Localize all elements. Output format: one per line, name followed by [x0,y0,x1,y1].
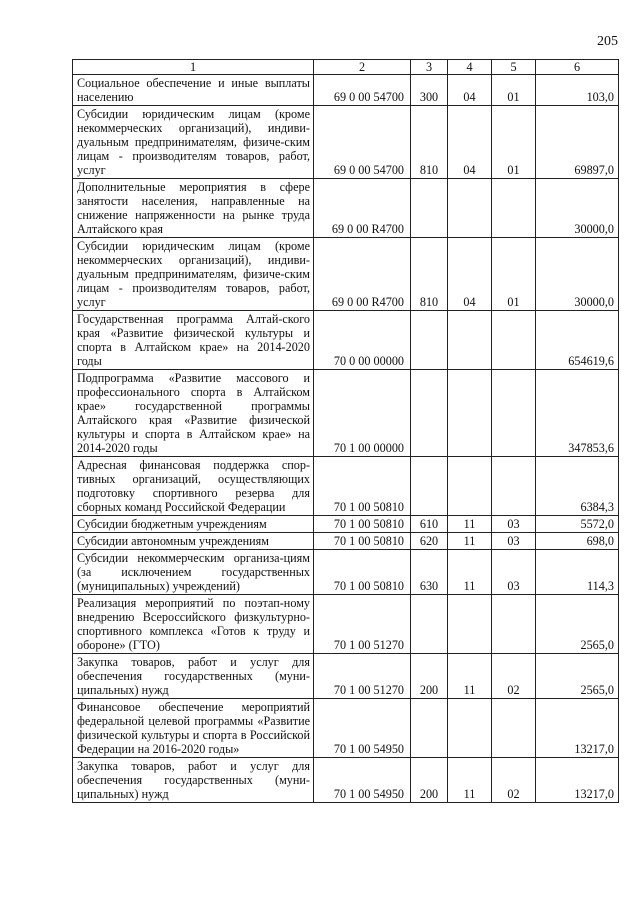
row-subsection-cell [492,457,536,516]
row-amount-cell: 347853,6 [536,370,619,457]
row-subsection-cell: 03 [492,533,536,550]
row-expense-type-cell [411,699,448,758]
row-name-cell: Реализация мероприятий по поэтап-ному внедрению Всероссийского физкультурно-спортивного комплекса «Готов к труду и обороне» (ГТО) [73,595,314,654]
table-row [73,370,619,457]
row-code-cell: 70 1 00 54950 [314,699,411,758]
row-section-cell: 11 [448,533,492,550]
row-subsection-cell [492,699,536,758]
table-row [73,699,619,758]
row-expense-type-cell: 810 [411,238,448,311]
row-expense-type-cell [411,595,448,654]
row-code-cell: 69 0 00 54700 [314,75,411,106]
row-subsection-cell: 01 [492,106,536,179]
row-code-cell: 70 1 00 50810 [314,550,411,595]
row-name-cell: Закупка товаров, работ и услуг для обеспечения государственных (муни-ципальных) нужд [73,654,314,699]
header-cell: 6 [536,60,619,75]
row-section-cell [448,370,492,457]
row-expense-type-cell: 630 [411,550,448,595]
row-expense-type-cell: 200 [411,654,448,699]
row-expense-type-cell [411,370,448,457]
row-section-cell: 04 [448,106,492,179]
row-subsection-cell: 03 [492,550,536,595]
row-amount-cell: 69897,0 [536,106,619,179]
header-row [73,60,619,75]
row-amount-cell: 103,0 [536,75,619,106]
table-row [73,179,619,238]
row-name-cell: Субсидии автономным учреждениям [73,533,314,550]
row-section-cell: 11 [448,550,492,595]
row-amount-cell: 30000,0 [536,238,619,311]
row-amount-cell: 13217,0 [536,758,619,803]
row-code-cell: 70 1 00 51270 [314,654,411,699]
header-cell: 1 [73,60,314,75]
row-code-cell: 70 1 00 54950 [314,758,411,803]
row-amount-cell: 6384,3 [536,457,619,516]
table-row [73,457,619,516]
table-row [73,595,619,654]
table-row [73,75,619,106]
table-row [73,238,619,311]
row-section-cell: 11 [448,654,492,699]
row-code-cell: 70 1 00 50810 [314,457,411,516]
row-expense-type-cell: 300 [411,75,448,106]
row-expense-type-cell: 200 [411,758,448,803]
row-name-cell: Субсидии юридическим лицам (кроме некоммерческих организаций), индиви-дуальным предпринимателям, физиче-ским лицам - производителям товаров, работ, услуг [73,238,314,311]
row-section-cell [448,595,492,654]
row-name-cell: Субсидии бюджетным учреждениям [73,516,314,533]
row-amount-cell: 13217,0 [536,699,619,758]
row-code-cell: 70 1 00 00000 [314,370,411,457]
row-subsection-cell: 01 [492,238,536,311]
page-number: 205 [597,34,618,49]
row-name-cell: Субсидии некоммерческим организа-циям (за исключением государственных (муниципальных) учреждений) [73,550,314,595]
row-subsection-cell [492,595,536,654]
row-section-cell [448,311,492,370]
table-row [73,106,619,179]
row-name-cell: Государственная программа Алтай-ского края «Развитие физической культуры и спорта в Алтайском крае» на 2014-2020 годы [73,311,314,370]
row-name-cell: Социальное обеспечение и иные выплаты населению [73,75,314,106]
row-expense-type-cell: 810 [411,106,448,179]
table-row [73,758,619,803]
row-name-cell: Финансовое обеспечение мероприятий федеральной целевой программы «Развитие физической культуры и спорта в Российской Федерации на 2016-2020 годы» [73,699,314,758]
budget-table [72,59,619,803]
row-name-cell: Дополнительные мероприятия в сфере занятости населения, направленные на снижение напряженности на рынке труда Алтайского края [73,179,314,238]
table-row [73,654,619,699]
row-section-cell [448,457,492,516]
row-expense-type-cell [411,457,448,516]
row-expense-type-cell [411,311,448,370]
header-cell: 3 [411,60,448,75]
row-amount-cell: 114,3 [536,550,619,595]
table-row [73,533,619,550]
row-section-cell: 11 [448,516,492,533]
row-amount-cell: 30000,0 [536,179,619,238]
row-section-cell [448,179,492,238]
row-subsection-cell [492,179,536,238]
row-subsection-cell [492,370,536,457]
table-row [73,311,619,370]
row-code-cell: 69 0 00 R4700 [314,179,411,238]
row-amount-cell: 5572,0 [536,516,619,533]
header-cell: 5 [492,60,536,75]
row-code-cell: 70 1 00 50810 [314,516,411,533]
row-subsection-cell [492,311,536,370]
row-code-cell: 69 0 00 R4700 [314,238,411,311]
row-subsection-cell: 03 [492,516,536,533]
row-amount-cell: 2565,0 [536,595,619,654]
row-subsection-cell: 02 [492,654,536,699]
row-expense-type-cell: 620 [411,533,448,550]
row-name-cell: Адресная финансовая поддержка спор-тивных организаций, осуществляющих подготовку спортивного резерва для сборных команд Российской Федерации [73,457,314,516]
row-expense-type-cell [411,179,448,238]
row-section-cell: 04 [448,75,492,106]
row-section-cell: 11 [448,758,492,803]
row-name-cell: Субсидии юридическим лицам (кроме некоммерческих организаций), индиви-дуальным предпринимателям, физиче-ским лицам - производителям товаров, работ, услуг [73,106,314,179]
row-amount-cell: 654619,6 [536,311,619,370]
row-name-cell: Подпрограмма «Развитие массового и профессионального спорта в Алтайском крае» государственной программы Алтайского края «Развитие физической культуры и спорта в Алтайском крае» на 2014-2020 годы [73,370,314,457]
header-cell: 4 [448,60,492,75]
row-section-cell [448,699,492,758]
table-row [73,550,619,595]
row-code-cell: 70 1 00 50810 [314,533,411,550]
row-subsection-cell: 01 [492,75,536,106]
row-code-cell: 70 0 00 00000 [314,311,411,370]
header-cell: 2 [314,60,411,75]
row-section-cell: 04 [448,238,492,311]
table-row [73,516,619,533]
row-amount-cell: 698,0 [536,533,619,550]
row-name-cell: Закупка товаров, работ и услуг для обеспечения государственных (муни-ципальных) нужд [73,758,314,803]
row-amount-cell: 2565,0 [536,654,619,699]
row-code-cell: 70 1 00 51270 [314,595,411,654]
row-subsection-cell: 02 [492,758,536,803]
row-code-cell: 69 0 00 54700 [314,106,411,179]
row-expense-type-cell: 610 [411,516,448,533]
